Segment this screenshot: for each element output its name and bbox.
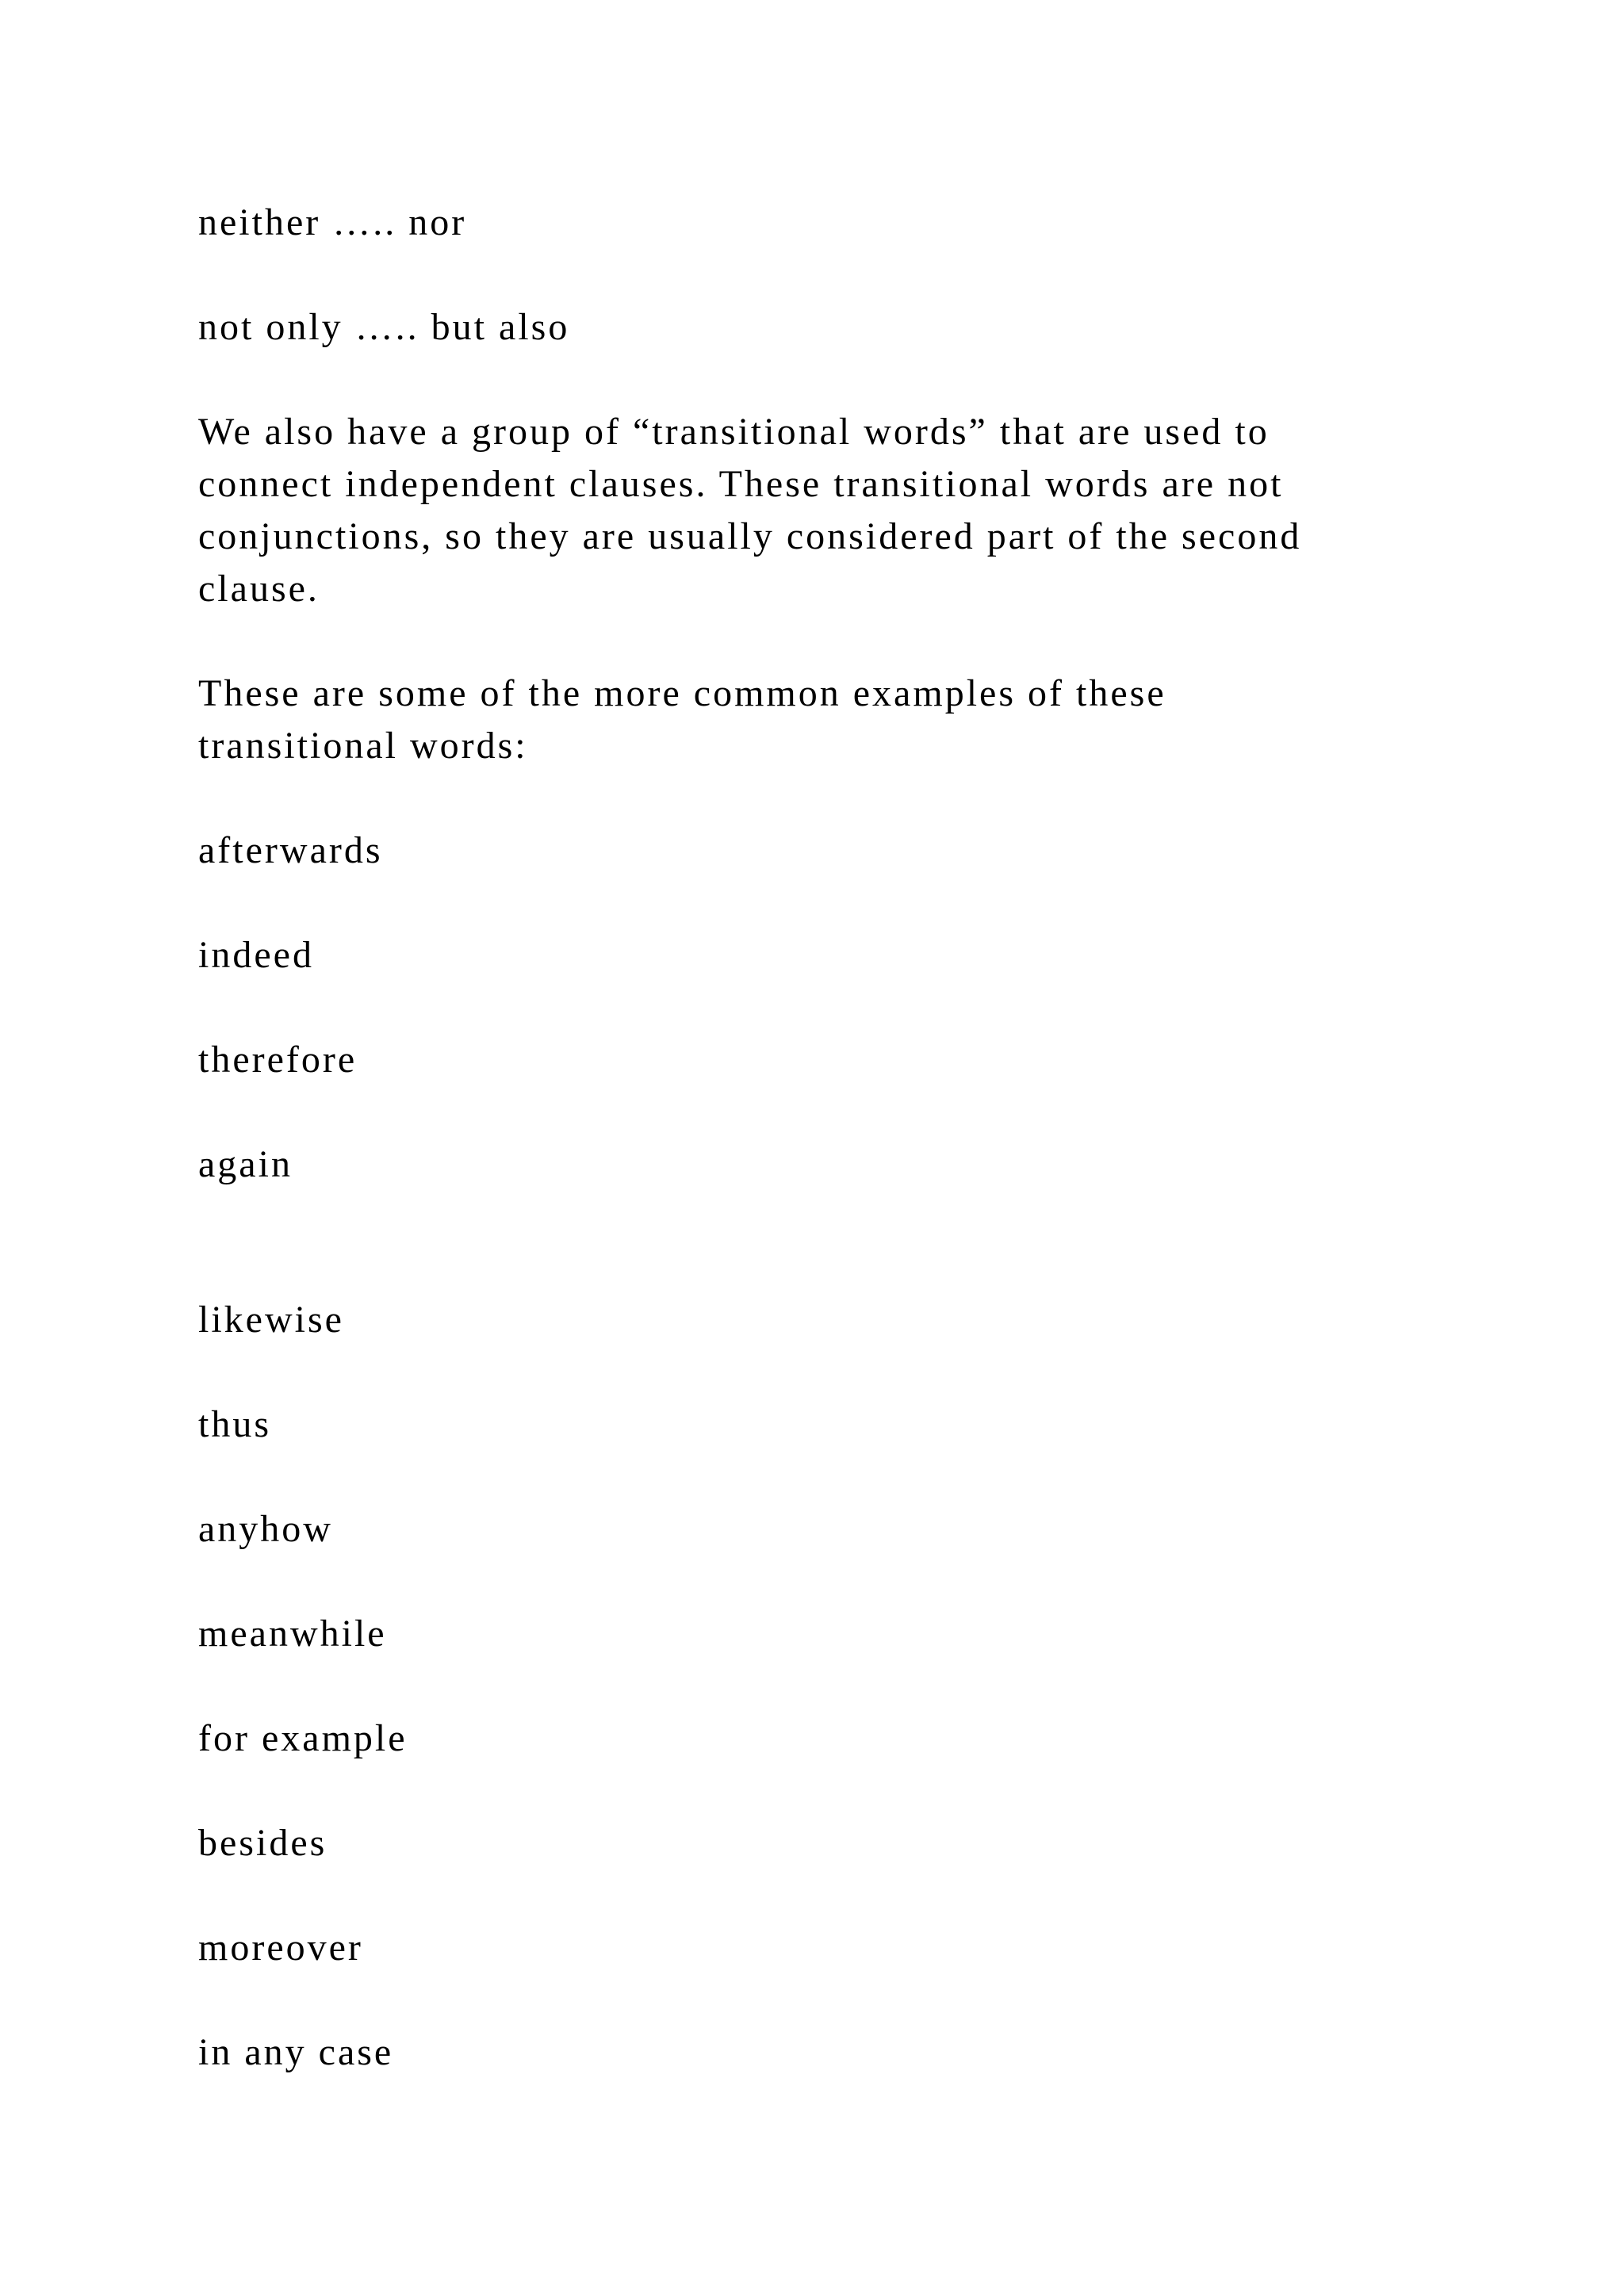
paragraph-line: clause.: [198, 568, 320, 610]
paragraph-line: We also have a group of “transitional words” that are used to: [198, 411, 1270, 453]
list-item: indeed: [198, 934, 314, 976]
list-item: besides: [198, 1822, 327, 1864]
list-item: in any case: [198, 2031, 394, 2073]
correlative-pair-neither-nor: neither ….. nor: [198, 201, 467, 243]
list-item: again: [198, 1143, 293, 1185]
list-item: moreover: [198, 1927, 363, 1969]
list-item: afterwards: [198, 829, 383, 871]
list-item: anyhow: [198, 1508, 333, 1550]
paragraph-line: connect independent clauses. These transitional words are not: [198, 463, 1284, 505]
paragraph-line: conjunctions, so they are usually considered part of the second: [198, 515, 1302, 557]
list-item: thus: [198, 1403, 272, 1445]
paragraph-line: transitional words:: [198, 725, 528, 767]
correlative-pair-not-only-but-also: not only ….. but also: [198, 306, 570, 348]
list-item: likewise: [198, 1299, 344, 1341]
list-item: for example: [198, 1717, 408, 1759]
paragraph-line: These are some of the more common examples of these: [198, 672, 1166, 714]
list-item: meanwhile: [198, 1613, 387, 1655]
list-item: therefore: [198, 1039, 358, 1081]
